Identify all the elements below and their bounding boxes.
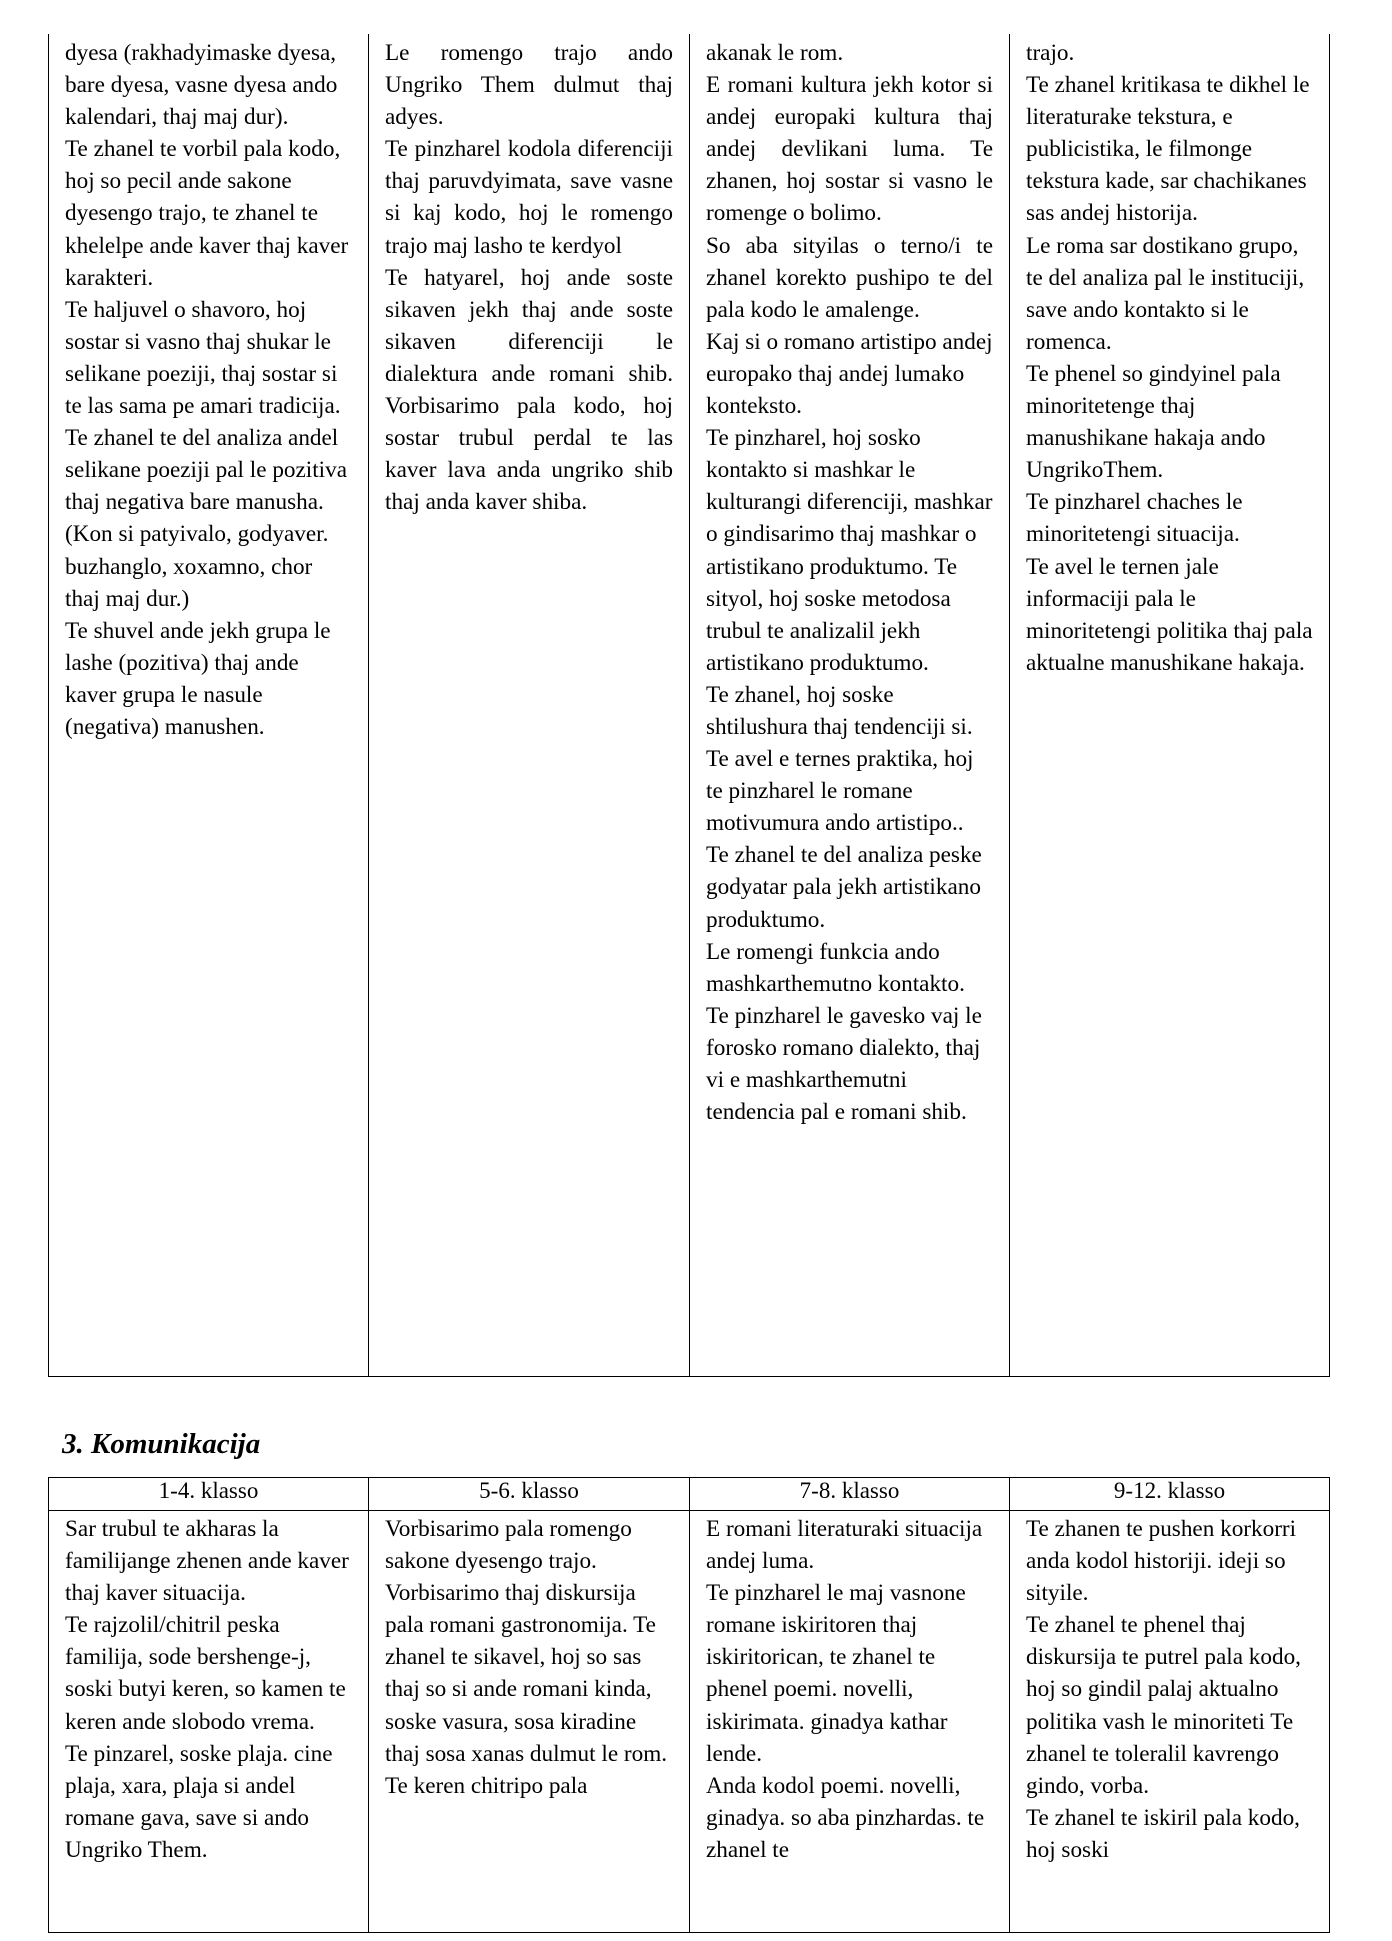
table1-column-1 xyxy=(49,34,369,1377)
paragraph: Te zhanen te pushen korkorri anda kodol historiji. ideji so sityile. xyxy=(1026,1516,1297,1607)
paragraph: Sar trubul te akharas la familijange zhenen ande kaver thaj kaver situacija. xyxy=(65,1516,349,1607)
paragraph: Le romengi funkcia ando mashkarthemutno kontakto. xyxy=(706,938,965,997)
paragraph: Te zhanel te vorbil pala kodo, hoj so pecil ande sakone dyesengo trajo, te zhanel te khelelpe ande kaver thaj kaver karakteri. xyxy=(65,136,349,291)
paragraph: dyesa (rakhadyimaske dyesa, bare dyesa, vasne dyesa ando kalendari, thaj maj dur). xyxy=(65,40,338,131)
competency-table-continued xyxy=(48,34,1330,1377)
table-row xyxy=(49,34,1330,1377)
paragraph: Te zhanel te phenel thaj diskursija te putrel pala kodo, hoj so gindil palaj aktualno politika vash le minoriteti Te zhanel te toleralil kavrengo gindo, vorba. xyxy=(1026,1612,1301,1799)
paragraph: Te pinzharel, hoj sosko kontakto si mashkar le kulturangi diferenciji, mashkar o gindisarimo thaj mashkar o artistikano produktumo. Te sityol, hoj soske metodosa trubul te analizalil jekh artistikano produktumo. xyxy=(706,425,993,676)
table1-column-4 xyxy=(1010,34,1330,1377)
paragraph: Te zhanel kritikasa te dikhel le literaturake tekstura, e publicistika, le filmonge tekstura kade, sar chachikanes sas andej historija. xyxy=(1026,72,1310,227)
paragraph: E romani literaturaki situacija andej luma. xyxy=(706,1516,983,1575)
paragraph: Te keren chitripo pala xyxy=(385,1772,588,1799)
paragraph: akanak le rom. xyxy=(706,40,844,66)
paragraph: Te phenel so gindyinel pala minoritetenge thaj manushikane hakaja ando UngrikoThem. xyxy=(1026,360,1281,484)
paragraph: trajo. xyxy=(1026,40,1075,66)
table-row xyxy=(49,1511,1330,1933)
paragraph: Te pinzarel, soske plaja. cine plaja, xara, plaja si andel romane gava, save si ando Ungriko Them. xyxy=(65,1740,333,1863)
table2-column-1 xyxy=(49,1511,369,1933)
column-header: 7-8. klasso xyxy=(690,1478,1010,1511)
paragraph: Te haljuvel o shavoro, hoj sostar si vasno thaj shukar le selikane poeziji, thaj sostar si te las sama pe amari tradicija. xyxy=(65,296,341,420)
section-title: 3. Komunikacija xyxy=(62,1428,261,1460)
paragraph: Te pinzharel kodola diferenciji thaj paruvdyimata, save vasne si kaj kodo, hoj le romengo trajo maj lasho te kerdyol xyxy=(385,136,673,259)
paragraph: Anda kodol poemi. novelli, ginadya. so aba pinzhardas. te zhanel te xyxy=(706,1772,985,1863)
paragraph: Kaj si o romano artistipo andej europako thaj andej lumako konteksto. xyxy=(706,328,993,420)
paragraph: Te zhanel, hoj soske shtilushura thaj tendenciji si. Te avel e ternes praktika, hoj te pinzharel le romane motivumura ando artistipo.. xyxy=(706,681,974,837)
table2-column-3 xyxy=(690,1511,1010,1933)
paragraph: Le romengo trajo ando Ungriko Them dulmut thaj adyes. xyxy=(385,40,673,131)
paragraph: Te pinzharel le gavesko vaj le forosko romano dialekto, thaj vi e mashkarthemutni tendencia pal e romani shib. xyxy=(706,1002,982,1126)
paragraph: Te zhanel te del analiza peske godyatar pala jekh artistikano produktumo. xyxy=(706,842,982,933)
paragraph: So aba sityilas o terno/i te zhanel korekto pushipo te del pala kodo le amalenge. xyxy=(706,232,993,323)
table1-column-2 xyxy=(369,34,690,1377)
paragraph: Vorbisarimo pala romengo sakone dyesengo trajo. xyxy=(385,1516,632,1575)
paragraph: Te rajzolil/chitril peska familija, sode bershenge-j, soski butyi keren, so kamen te keren ande slobodo vrema. xyxy=(65,1612,346,1735)
header-row xyxy=(49,1478,1330,1511)
column-header: 5-6. klasso xyxy=(369,1478,690,1511)
paragraph: Te pinzharel chaches le minoritetengi situacija. xyxy=(1026,489,1243,548)
paragraph: Le roma sar dostikano grupo, te del analiza pal le instituciji, save ando kontakto si le romenca. xyxy=(1026,232,1305,355)
paragraph: Te hatyarel, hoj ande soste sikaven jekh thaj ande soste sikaven diferenciji le dialektura ande romani shib. Vorbisarimo pala kodo, hoj sostar trubul perdal te las kaver lava anda ungriko shib thaj anda kaver shiba. xyxy=(385,264,673,516)
paragraph: Te shuvel ande jekh grupa le lashe (pozitiva) thaj ande kaver grupa le nasule (negativa) manushen. xyxy=(65,617,331,740)
table1-column-3 xyxy=(690,34,1010,1377)
column-header: 1-4. klasso xyxy=(49,1478,369,1511)
paragraph: E romani kultura jekh kotor si andej europaki kultura thaj andej devlikani luma. Te zhanen, hoj sostar si vasno le romenge o bolimo. xyxy=(706,72,993,227)
paragraph: Te zhanel te iskiril pala kodo, hoj soski xyxy=(1026,1804,1300,1863)
paragraph: Vorbisarimo thaj diskursija pala romani gastronomija. Te zhanel te sikavel, hoj so sas thaj so si ande romani kinda, soske vasura, sosa kiradine thaj sosa xanas dulmut le rom. xyxy=(385,1580,668,1767)
paragraph: Te zhanel te del analiza andel selikane poeziji pal le pozitiva thaj negativa bare manusha. (Kon si patyivalo, godyaver. buzhanglo, xoxamno, chor thaj maj dur.) xyxy=(65,425,348,612)
column-header: 9-12. klasso xyxy=(1010,1478,1330,1511)
table2-column-4 xyxy=(1010,1511,1330,1933)
table2-column-2 xyxy=(369,1511,690,1933)
paragraph: Te avel le ternen jale informaciji pala le minoritetengi politika thaj pala aktualne manushikane hakaja. xyxy=(1026,553,1313,676)
komunikacija-table xyxy=(48,1477,1330,1933)
paragraph: Te pinzharel le maj vasnone romane iskiritoren thaj iskiritorican, te zhanel te phenel poemi. novelli, iskirimata. ginadya kathar lende. xyxy=(706,1580,966,1767)
